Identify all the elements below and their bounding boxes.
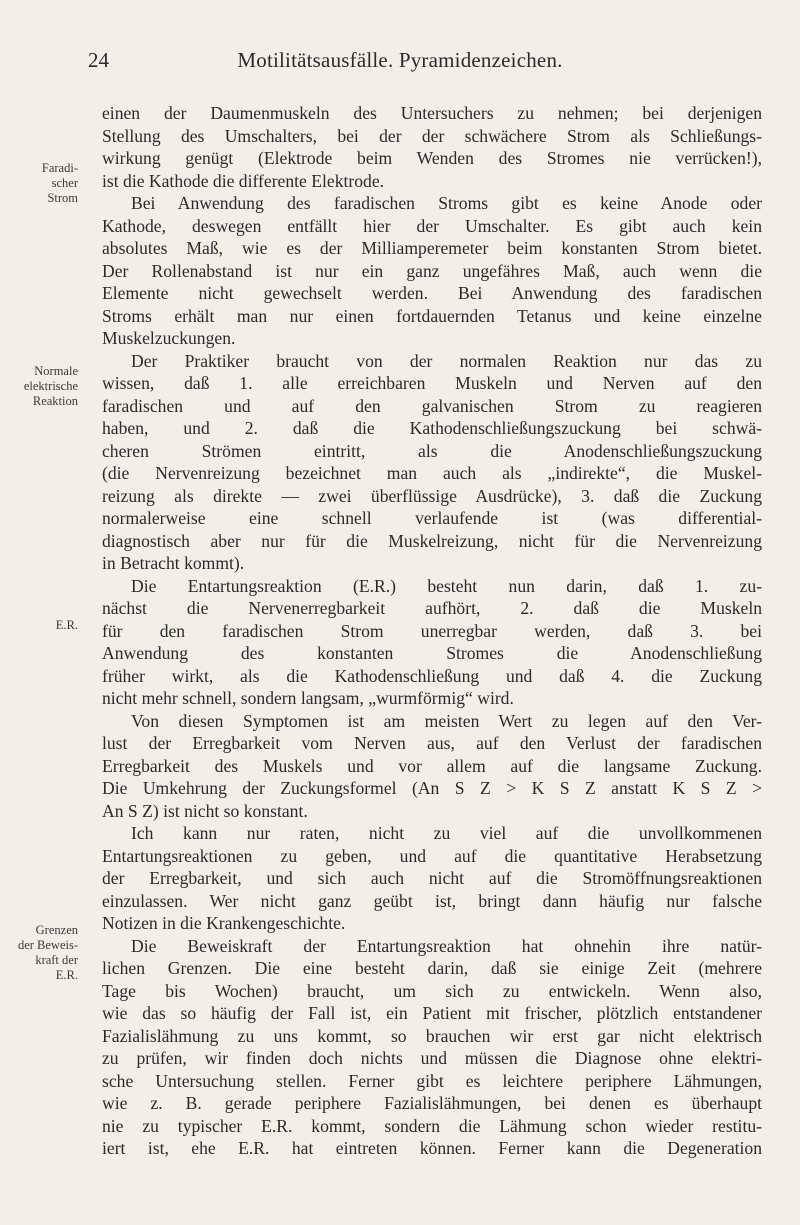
text-line: cheren Strömen eintritt, als die Anodenschließungszuckung — [102, 440, 762, 461]
page-header — [0, 48, 800, 78]
page-number: 24 — [88, 48, 109, 72]
text-line: absolutes Maß, wie es der Milliamperemeter beim konstanten Strom bietet. — [102, 238, 762, 258]
margin-note-line: scher — [51, 176, 78, 190]
margin-note-line: Normale — [34, 364, 78, 378]
text-line: Bei Anwendung des faradischen Stroms gibt es keine Anode oder — [131, 193, 762, 213]
margin-note-grenzen — [0, 923, 78, 983]
text-line: Entartungsreaktionen zu geben, und auf die quantitative Herabsetzung — [102, 845, 762, 866]
body-text — [102, 102, 762, 1160]
text-line: haben, und 2. daß die Kathodenschließungszuckung bei schwä- — [102, 418, 762, 438]
text-line: Erregbarkeit des Muskels und vor allem auf die langsame Zuckung. — [102, 755, 762, 776]
text-line: nächst die Nervenerregbarkeit aufhört, 2. daß die Muskeln — [102, 598, 762, 618]
text-line: nicht mehr schnell, sondern langsam, „wurmförmig“ wird. — [102, 688, 514, 708]
text-line: wie z. B. gerade periphere Fazialislähmungen, bei denen es überhaupt — [102, 1093, 762, 1113]
text-line: wirkung genügt (Elektrode beim Wenden des Stromes nie verrücken!), — [102, 148, 762, 168]
margin-note-line: Strom — [47, 191, 78, 205]
text-line: für den faradischen Strom unerregbar werden, daß 3. bei — [102, 620, 762, 641]
text-line: Anwendung des konstanten Stromes die Anodenschließung — [102, 643, 762, 663]
text-line: faradischen und auf den galvanischen Strom zu reagieren — [102, 395, 762, 416]
margin-note-line: E.R. — [55, 968, 78, 982]
text-line: Stellung des Umschalters, bei der der schwächere Strom als Schließungs- — [102, 125, 762, 146]
text-line: Der Rollenabstand ist nur ein ganz ungefähres Maß, auch wenn die — [102, 260, 762, 281]
text-line: Notizen in die Krankengeschichte. — [102, 913, 346, 933]
text-line: Kathode, deswegen entfällt hier der Umschalter. Es gibt auch kein — [102, 215, 762, 236]
text-line: Der Praktiker braucht von der normalen Reaktion nur das zu — [131, 350, 762, 371]
text-line: wissen, daß 1. alle erreichbaren Muskeln und Nerven auf den — [102, 373, 762, 393]
text-line: diagnostisch aber nur für die Muskelreizung, nicht für die Nervenreizung — [102, 530, 762, 551]
text-line: lust der Erregbarkeit vom Nerven aus, auf den Verlust der faradischen — [102, 733, 762, 753]
text-line: Die Beweiskraft der Entartungsreaktion hat ohnehin ihre natür- — [131, 935, 762, 956]
text-line: Stroms erhält man nur einen fortdauernden Tetanus und keine einzelne — [102, 305, 762, 326]
text-line: lichen Grenzen. Die eine besteht darin, daß sie einige Zeit (mehrere — [102, 958, 762, 978]
margin-note-line: elektrische — [23, 379, 78, 393]
margin-note-line: Faradi- — [41, 161, 78, 175]
margin-note-line: kraft der — [35, 953, 78, 967]
margin-note-line: Reaktion — [32, 394, 78, 408]
text-line: früher wirkt, als die Kathodenschließung und daß 4. die Zuckung — [102, 665, 762, 686]
text-line: Fazialislähmung zu uns kommt, so brauchen wir erst gar nicht elektrisch — [102, 1025, 762, 1046]
text-line: einzulassen. Wer nicht ganz geübt ist, bringt dann häufig nur falsche — [102, 890, 762, 911]
text-line: Die Umkehrung der Zuckungsformel (An S Z > K S Z anstatt K S Z > — [102, 778, 762, 798]
text-line: Von diesen Symptomen ist am meisten Wert zu legen auf den Ver- — [131, 710, 762, 731]
text-line: An S Z) ist nicht so konstant. — [102, 800, 308, 821]
text-line: ist die Kathode die differente Elektrode. — [102, 170, 385, 191]
text-line: der Erregbarkeit, und sich auch nicht auf die Stromöffnungsreaktionen — [102, 868, 762, 888]
margin-note-line: der Beweis- — [17, 938, 78, 952]
text-line: normalerweise eine schnell verlaufende ist (was differential- — [102, 508, 762, 528]
margin-note-er — [0, 618, 78, 633]
margin-note-line: Grenzen — [35, 923, 78, 937]
text-line: einen der Daumenmuskeln des Untersuchers zu nehmen; bei derjenigen — [102, 103, 762, 123]
margin-note-faradischer-strom — [0, 161, 78, 206]
margin-note-normale-reaktion — [0, 364, 78, 409]
text-line: wie das so häufig der Fall ist, ein Patient mit frischer, plötzlich entstandener — [102, 1003, 762, 1023]
margin-note-line: E.R. — [55, 618, 78, 632]
text-line: (die Nervenreizung bezeichnet man auch als „indirekte“, die Muskel- — [102, 463, 762, 483]
text-line: Tage bis Wochen) braucht, um sich zu entwickeln. Wenn also, — [102, 980, 762, 1001]
text-line: Elemente nicht gewechselt werden. Bei Anwendung des faradischen — [102, 283, 762, 303]
text-line: nie zu typischer E.R. kommt, sondern die Lähmung schon wieder restitu- — [102, 1115, 762, 1136]
text-line: zu prüfen, wir finden doch nichts und müssen die Diagnose ohne elektri- — [102, 1048, 762, 1068]
text-line: in Betracht kommt). — [102, 553, 245, 573]
text-line: Muskelzuckungen. — [102, 328, 236, 348]
text-line: sche Untersuchung stellen. Ferner gibt es leichtere periphere Lähmungen, — [102, 1070, 762, 1091]
text-line: iert ist, ehe E.R. hat eintreten können. Ferner kann die Degeneration — [102, 1138, 762, 1158]
text-line: Die Entartungsreaktion (E.R.) besteht nun darin, daß 1. zu- — [131, 575, 762, 596]
text-line: Ich kann nur raten, nicht zu viel auf die unvollkommenen — [131, 823, 762, 843]
text-line: reizung als direkte — zwei überflüssige Ausdrücke), 3. daß die Zuckung — [102, 485, 762, 506]
running-title: Motilitätsausfälle. Pyramidenzeichen. — [237, 48, 563, 72]
